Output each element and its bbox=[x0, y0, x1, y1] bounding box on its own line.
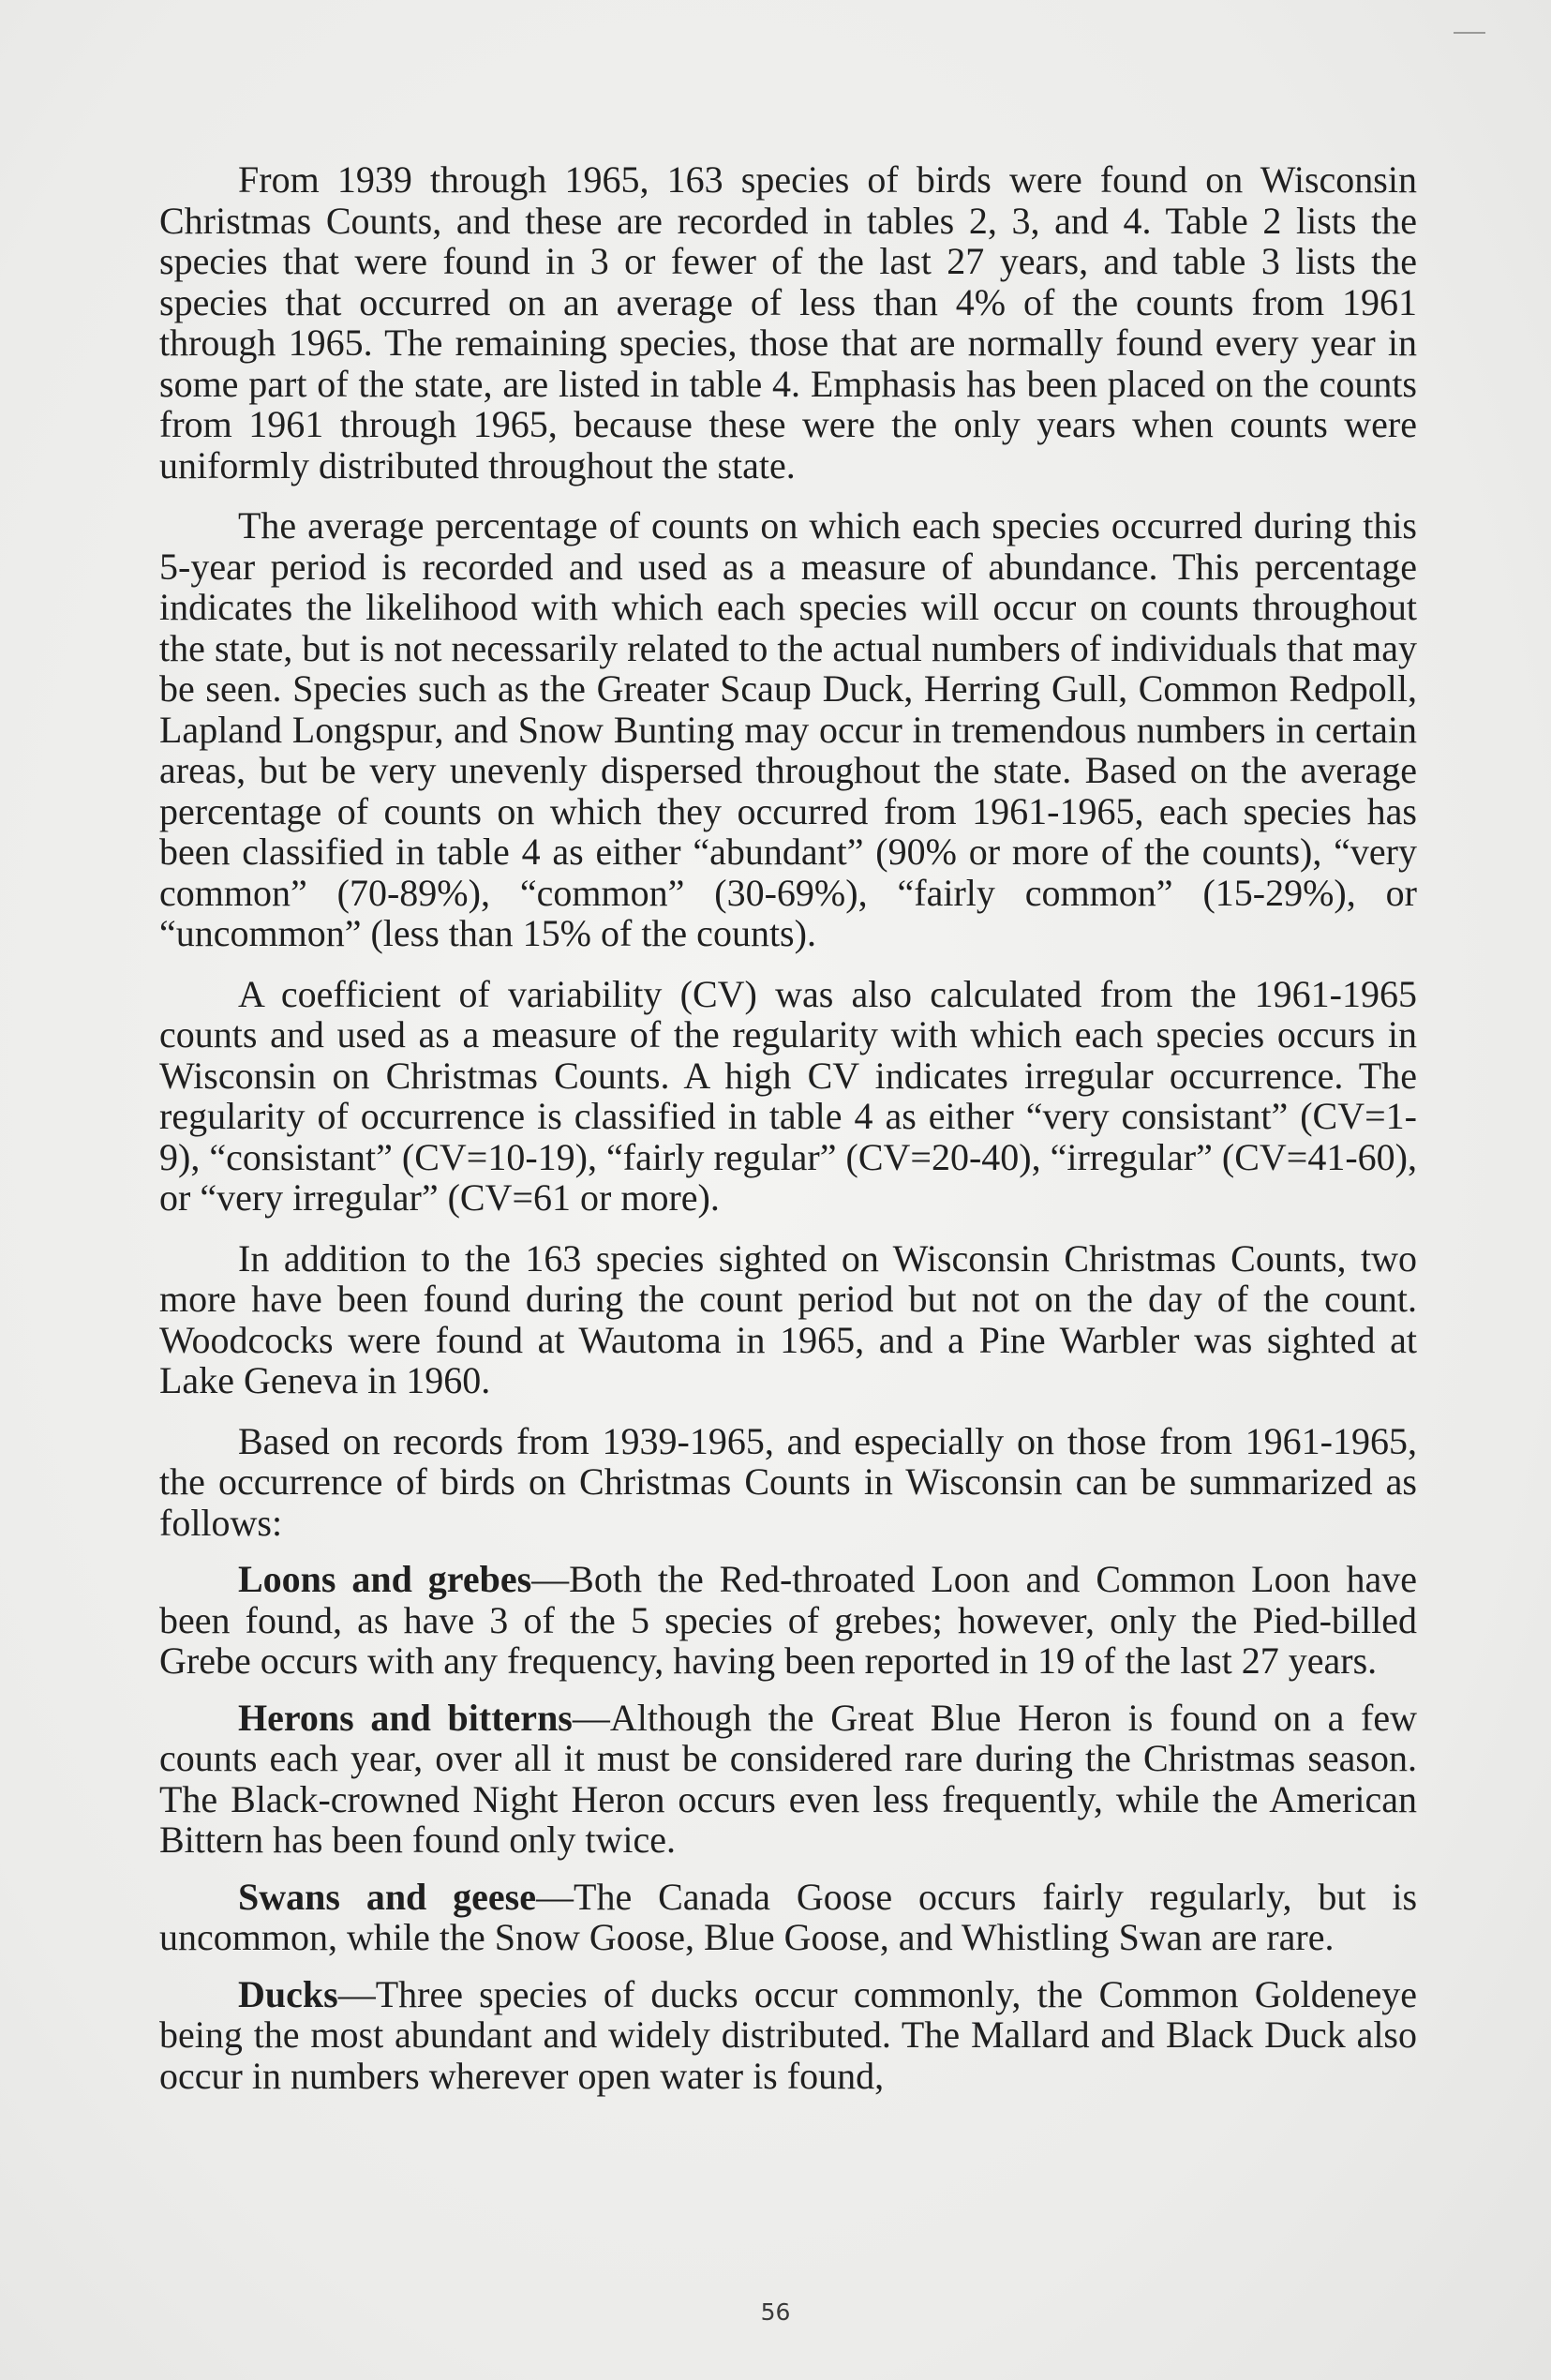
paragraph-summary-intro: Based on records from 1939-1965, and especially on those from 1961-1965, the occurrence of birds on Christmas Counts in Wisconsin can be summarized as follows: bbox=[159, 1419, 1417, 1544]
corner-mark bbox=[1454, 32, 1485, 34]
section-heading: Ducks bbox=[238, 1972, 338, 2015]
paragraph-abundance: The average percentage of counts on which each species occurred during this 5-year period is recorded and used as a measure of abundance. This percentage indicates the likelihood with which each species will occur on counts throughout the state, but is not necessarily related to the actual numbers of individuals that may be seen. Species such as the Greater Scaup Duck, Herring Gull, Common Redpoll, Lapland Longspur, and Snow Bunting may occur in tremendous numbers in certain areas, but be very unevenly dispersed throughout the state. Based on the average percentage of counts on which they occurred from 1961-1965, each species has been classified in table 4 as either “abundant” (90% or more of the counts), “very common” (70-89%), “common” (30-69%), “fairly common” (15-29%), or “uncommon” (less than 15% of the counts). bbox=[159, 504, 1417, 954]
section-heading: Herons and bitterns bbox=[238, 1696, 573, 1739]
section-heading: Swans and geese bbox=[238, 1875, 537, 1918]
paragraph-intro: From 1939 through 1965, 163 species of birds were found on Wisconsin Christmas Counts, and these are recorded in tables 2, 3, and 4. Table 2 lists the species that were found in 3 or fewer of the last 27 years, and table 3 lists the species that occurred on an average of less than 4% of the counts from 1961 through 1965. The remaining species, those that are normally found every year in some part of the state, are listed in table 4. Emphasis has been placed on the counts from 1961 through 1965, because these were the only years when counts were uniformly distributed throughout the state. bbox=[159, 158, 1417, 486]
section-heading: Loons and grebes bbox=[238, 1558, 532, 1600]
section-swans-geese bbox=[159, 1877, 1417, 1958]
section-text: —Three species of ducks occur commonly, the Common Goldeneye being the most abundant and widely distributed. The Mallard and Black Duck also occur in numbers wherever open water is found, bbox=[159, 1972, 1417, 2097]
section-loons-grebes bbox=[159, 1559, 1417, 1682]
text-column bbox=[159, 159, 1417, 2112]
section-herons-bitterns bbox=[159, 1698, 1417, 1861]
page-number: 56 bbox=[760, 2298, 791, 2326]
paragraph-additional-species: In addition to the 163 species sighted on Wisconsin Christmas Counts, two more have been found during the count period but not on the day of the count. Woodcocks were found at Wautoma in 1965, and a Pine Warbler was sighted at Lake Geneva in 1960. bbox=[159, 1236, 1417, 1401]
paragraph-variability: A coefficient of variability (CV) was also calculated from the 1961-1965 counts and used as a measure of the regularity with which each species occurs in Wisconsin on Christmas Counts. A high CV indicates irregular occurrence. The regularity of occurrence is classified in table 4 as either “very consistant” (CV=1-9), “consistant” (CV=10-19), “fairly regular” (CV=20-40), “irregular” (CV=41-60), or “very irregular” (CV=61 or more). bbox=[159, 972, 1417, 1219]
section-ducks bbox=[159, 1974, 1417, 2097]
section-text: —Both the Red-throated Loon and Common Loon have been found, as have 3 of the 5 species of grebes; however, only the Pied-billed Grebe occurs with any frequency, having been reported in 19 of the last 27 years. bbox=[159, 1558, 1417, 1682]
section-text: —Although the Great Blue Heron is found on a few counts each year, over all it must be considered rare during the Christmas season. The Black-crowned Night Heron occurs even less frequently, while the American Bittern has been found only twice. bbox=[159, 1696, 1418, 1861]
section-text: —The Canada Goose occurs fairly regularly, but is uncommon, while the Snow Goose, Blue Goose, and Whistling Swan are rare. bbox=[159, 1875, 1418, 1958]
